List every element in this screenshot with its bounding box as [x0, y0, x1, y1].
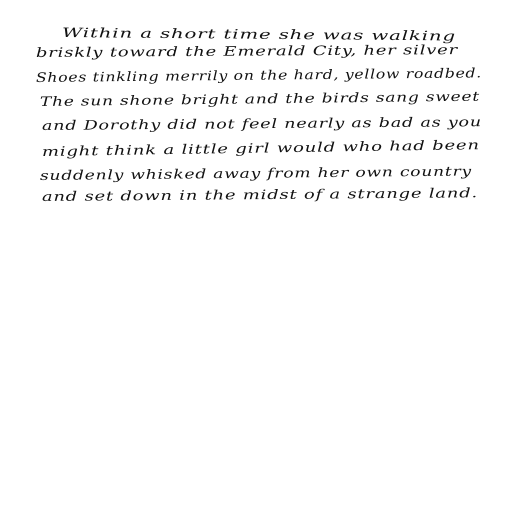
- handwritten-line-7: suddenly whisked away from her own country: [39, 165, 369, 184]
- handwritten-line-1: Within a short time she was walking: [61, 26, 323, 44]
- handwritten-line-5: and Dorothy did not feel nearly as bad as you: [41, 116, 369, 134]
- handwritten-line-3: Shoes tinkling merrily on the hard, yellow roadbed.: [35, 67, 407, 86]
- handwritten-line-6: might think a little girl would who had been: [41, 140, 359, 160]
- handwritten-line-8: and set down in the midst of a strange land.: [41, 187, 360, 205]
- handwritten-line-4: The sun shone bright and the birds sang sweet: [39, 90, 377, 110]
- handwritten-line-2: briskly toward the Emerald City, her silver: [35, 43, 343, 61]
